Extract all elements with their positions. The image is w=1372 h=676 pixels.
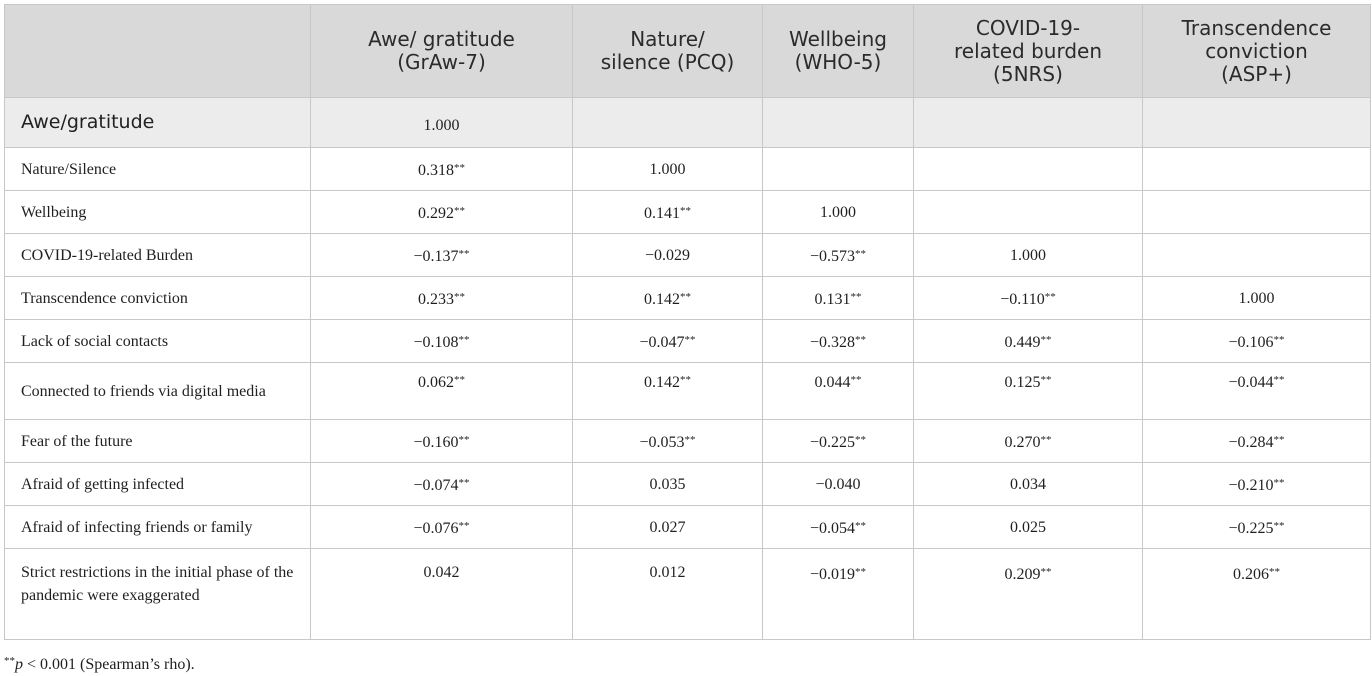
column-header: Nature/ silence (PCQ) bbox=[573, 5, 763, 98]
table-cell bbox=[763, 148, 914, 191]
row-label: Connected to friends via digital media bbox=[5, 363, 311, 420]
table-cell: −0.225** bbox=[1143, 506, 1371, 549]
significance-marker: ** bbox=[458, 519, 470, 532]
table-cell: 0.125** bbox=[914, 363, 1143, 420]
column-header: Transcendence conviction (ASP+) bbox=[1143, 5, 1371, 98]
significance-marker: ** bbox=[680, 290, 691, 303]
table-cell: −0.019** bbox=[763, 549, 914, 640]
table-body bbox=[5, 98, 1371, 640]
table-cell bbox=[914, 148, 1143, 191]
significance-marker: ** bbox=[454, 374, 465, 386]
table-cell: 0.270** bbox=[914, 420, 1143, 463]
significance-marker: ** bbox=[1273, 519, 1285, 532]
table-cell: −0.137** bbox=[311, 234, 573, 277]
significance-marker: ** bbox=[1273, 333, 1285, 346]
table-cell: −0.040 bbox=[763, 463, 914, 506]
significance-marker: ** bbox=[855, 433, 867, 446]
significance-marker: ** bbox=[458, 433, 470, 446]
table-row bbox=[5, 363, 1371, 420]
column-header: Wellbeing (WHO-5) bbox=[763, 5, 914, 98]
significance-marker: ** bbox=[1040, 566, 1052, 578]
table-cell: −0.054** bbox=[763, 506, 914, 549]
significance-marker: ** bbox=[1269, 566, 1280, 578]
significance-marker: ** bbox=[454, 161, 465, 174]
significance-marker: ** bbox=[684, 333, 696, 346]
row-label: Nature/Silence bbox=[5, 148, 311, 191]
table-cell: −0.044** bbox=[1143, 363, 1371, 420]
footnote-marker: ** bbox=[4, 655, 15, 667]
table-row bbox=[5, 320, 1371, 363]
column-header: COVID-19- related burden (5NRS) bbox=[914, 5, 1143, 98]
significance-marker: ** bbox=[1273, 433, 1285, 446]
significance-marker: ** bbox=[1273, 374, 1285, 386]
table-cell: −0.284** bbox=[1143, 420, 1371, 463]
significance-marker: ** bbox=[1273, 476, 1285, 489]
table-header bbox=[5, 5, 1371, 98]
table-row bbox=[5, 148, 1371, 191]
row-label: Fear of the future bbox=[5, 420, 311, 463]
table-cell: −0.225** bbox=[763, 420, 914, 463]
significance-marker: ** bbox=[855, 566, 867, 578]
footnote-text: < 0.001 (Spearman’s rho). bbox=[23, 656, 195, 673]
table-cell: 0.035 bbox=[573, 463, 763, 506]
table-cell: −0.053** bbox=[573, 420, 763, 463]
significance-marker: ** bbox=[1044, 290, 1056, 303]
significance-marker: ** bbox=[850, 374, 862, 386]
table-cell: −0.573** bbox=[763, 234, 914, 277]
table-footnote bbox=[4, 655, 195, 674]
table-cell: 0.062** bbox=[311, 363, 573, 420]
table-cell: 0.206** bbox=[1143, 549, 1371, 640]
table-cell: −0.047** bbox=[573, 320, 763, 363]
table-cell bbox=[763, 98, 914, 148]
table-cell: 0.131** bbox=[763, 277, 914, 320]
correlation-table bbox=[4, 4, 1371, 640]
table-cell: 0.292** bbox=[311, 191, 573, 234]
table-cell: 0.042 bbox=[311, 549, 573, 640]
table-cell: 1.000 bbox=[573, 148, 763, 191]
table-cell bbox=[1143, 234, 1371, 277]
significance-marker: ** bbox=[458, 333, 470, 346]
column-header bbox=[5, 5, 311, 98]
table-cell: 0.209** bbox=[914, 549, 1143, 640]
row-label: Lack of social contacts bbox=[5, 320, 311, 363]
table-cell: −0.029 bbox=[573, 234, 763, 277]
table-cell: 1.000 bbox=[1143, 277, 1371, 320]
significance-marker: ** bbox=[1040, 374, 1052, 386]
table-cell: 0.044** bbox=[763, 363, 914, 420]
table-row bbox=[5, 191, 1371, 234]
significance-marker: ** bbox=[680, 374, 691, 386]
table-cell: 0.034 bbox=[914, 463, 1143, 506]
significance-marker: ** bbox=[855, 333, 867, 346]
table-row bbox=[5, 463, 1371, 506]
row-label: Transcendence conviction bbox=[5, 277, 311, 320]
row-label: Strict restrictions in the initial phase of the pandemic were exaggerated bbox=[5, 549, 311, 640]
significance-marker: ** bbox=[850, 290, 862, 303]
table-cell: 0.142** bbox=[573, 277, 763, 320]
significance-marker: ** bbox=[680, 204, 691, 217]
significance-marker: ** bbox=[855, 519, 867, 532]
significance-marker: ** bbox=[458, 247, 470, 260]
table-cell: 0.142** bbox=[573, 363, 763, 420]
table-cell: 1.000 bbox=[311, 98, 573, 148]
table-row bbox=[5, 420, 1371, 463]
header-row bbox=[5, 5, 1371, 98]
table-cell bbox=[1143, 191, 1371, 234]
table-cell: −0.074** bbox=[311, 463, 573, 506]
table-cell: 0.025 bbox=[914, 506, 1143, 549]
significance-marker: ** bbox=[855, 247, 867, 260]
table-cell bbox=[914, 98, 1143, 148]
significance-marker: ** bbox=[454, 204, 465, 217]
table-cell bbox=[1143, 148, 1371, 191]
table-cell bbox=[914, 191, 1143, 234]
significance-marker: ** bbox=[1040, 333, 1052, 346]
row-label: Afraid of getting infected bbox=[5, 463, 311, 506]
row-label: Afraid of infecting friends or family bbox=[5, 506, 311, 549]
table-cell: 0.449** bbox=[914, 320, 1143, 363]
column-header: Awe/ gratitude (GrAw-7) bbox=[311, 5, 573, 98]
table-cell: 0.233** bbox=[311, 277, 573, 320]
table-cell: −0.328** bbox=[763, 320, 914, 363]
table-row bbox=[5, 549, 1371, 640]
table-row bbox=[5, 234, 1371, 277]
row-label: Awe/gratitude bbox=[5, 98, 311, 148]
table-cell: 1.000 bbox=[914, 234, 1143, 277]
table-cell: −0.108** bbox=[311, 320, 573, 363]
significance-marker: ** bbox=[1040, 433, 1052, 446]
table-cell: −0.160** bbox=[311, 420, 573, 463]
table-cell bbox=[573, 98, 763, 148]
table-cell: 0.141** bbox=[573, 191, 763, 234]
footnote-p-symbol: p bbox=[15, 656, 23, 673]
table-row bbox=[5, 506, 1371, 549]
table-row bbox=[5, 98, 1371, 148]
table-cell: −0.210** bbox=[1143, 463, 1371, 506]
table-cell bbox=[1143, 98, 1371, 148]
table-cell: 0.318** bbox=[311, 148, 573, 191]
row-label: COVID-19-related Burden bbox=[5, 234, 311, 277]
table-cell: 0.027 bbox=[573, 506, 763, 549]
table-cell: −0.106** bbox=[1143, 320, 1371, 363]
significance-marker: ** bbox=[454, 290, 465, 303]
significance-marker: ** bbox=[458, 476, 470, 489]
table-cell: −0.110** bbox=[914, 277, 1143, 320]
table-row bbox=[5, 277, 1371, 320]
row-label: Wellbeing bbox=[5, 191, 311, 234]
table-cell: 0.012 bbox=[573, 549, 763, 640]
significance-marker: ** bbox=[684, 433, 696, 446]
table-cell: −0.076** bbox=[311, 506, 573, 549]
table-cell: 1.000 bbox=[763, 191, 914, 234]
